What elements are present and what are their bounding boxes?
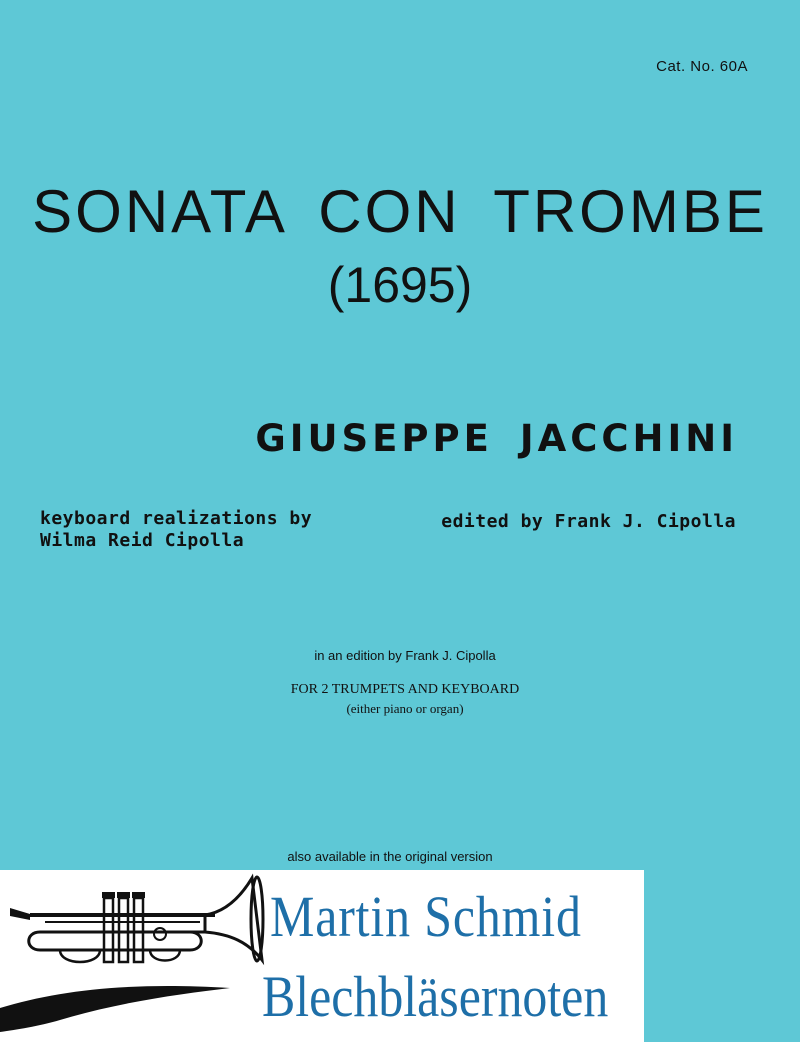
work-title: SONATA CON TROMBE	[32, 178, 768, 245]
edition-note: in an edition by Frank J. Cipolla	[314, 648, 496, 663]
editor-credit: edited by Frank J. Cipolla	[441, 511, 736, 532]
trumpet-icon	[0, 870, 270, 1042]
catalog-number: Cat. No. 60A	[656, 58, 748, 75]
keyboard-credit-line1: keyboard realizations by	[40, 508, 313, 529]
dealer-stamp	[0, 870, 644, 1042]
composer-name: GIUSEPPE JACCHINI	[255, 417, 738, 460]
instrumentation-note: (either piano or organ)	[346, 701, 464, 716]
instrumentation: FOR 2 TRUMPETS AND KEYBOARD	[290, 682, 520, 697]
availability-note: also available in the original version	[287, 849, 493, 864]
dealer-subtitle: Blechbläsernoten	[262, 964, 609, 1029]
keyboard-credit	[40, 508, 312, 552]
keyboard-credit-line2: Wilma Reid Cipolla	[40, 530, 245, 551]
dealer-name: Martin Schmid	[270, 884, 582, 949]
work-year: (1695)	[327, 257, 473, 313]
